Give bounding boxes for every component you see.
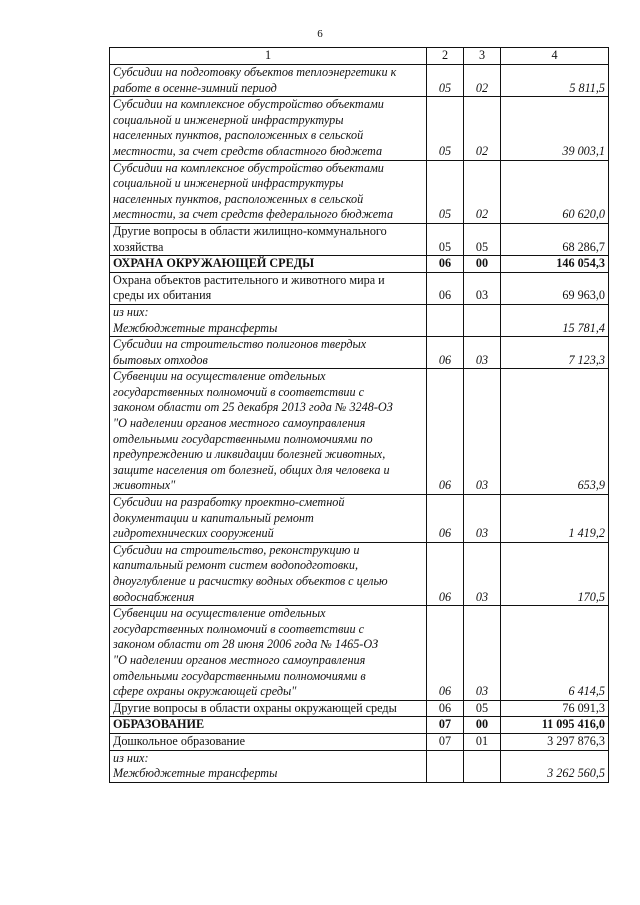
budget-table	[109, 47, 609, 783]
amount: 5 811,5	[501, 65, 609, 97]
description-line: местности, за счет средств федерального бюджета	[113, 207, 394, 222]
section-code: 05	[427, 223, 464, 255]
row-description	[110, 700, 427, 717]
row-description	[110, 369, 427, 495]
table-row	[110, 304, 609, 336]
row-description	[110, 337, 427, 369]
description-line: Межбюджетные трансферты	[113, 320, 278, 335]
description-line: из них:	[113, 750, 149, 765]
subsection-code: 02	[464, 160, 501, 223]
description-line: населенных пунктов, расположенных в сельской	[113, 191, 364, 206]
description-line: среды их обитания	[113, 288, 212, 303]
row-description	[110, 750, 427, 782]
amount: 146 054,3	[501, 256, 609, 273]
description-line: хозяйства	[113, 239, 164, 254]
section-code: 06	[427, 700, 464, 717]
section-code	[427, 304, 464, 336]
section-code: 06	[427, 542, 464, 605]
description-line: бытовых отходов	[113, 352, 208, 367]
description-line: Межбюджетные трансферты	[113, 766, 278, 781]
description-line: Субсидии на комплексное обустройство объектами	[113, 160, 384, 175]
table-row	[110, 65, 609, 97]
table-row	[110, 337, 609, 369]
section-code: 05	[427, 97, 464, 160]
description-line: документации и капитальный ремонт	[113, 510, 314, 525]
description-line: сфере охраны окружающей среды"	[113, 684, 297, 699]
description-line: "О наделении органов местного самоуправления	[113, 416, 366, 431]
section-code: 05	[427, 160, 464, 223]
table-row	[110, 700, 609, 717]
description-line: Субсидии на разработку проектно-сметной	[113, 495, 345, 510]
table-row	[110, 717, 609, 734]
amount: 69 963,0	[501, 272, 609, 304]
section-code: 06	[427, 256, 464, 273]
row-description	[110, 542, 427, 605]
page-number: 6	[317, 28, 323, 40]
subsection-code: 03	[464, 542, 501, 605]
subsection-code: 03	[464, 495, 501, 543]
description-line: государственных полномочий в соответствии с	[113, 621, 365, 636]
row-description	[110, 97, 427, 160]
description-line: гидротехнических сооружений	[113, 526, 274, 541]
description-line: защите населения от болезней, общих для человека и	[113, 462, 390, 477]
amount: 3 262 560,5	[501, 750, 609, 782]
table-row	[110, 272, 609, 304]
row-description	[110, 304, 427, 336]
description-line: социальной и инженерной инфраструктуры	[113, 176, 344, 191]
amount: 1 419,2	[501, 495, 609, 543]
table-row	[110, 223, 609, 255]
description-line: дноуглубление и расчистку водных объектов с целью	[113, 574, 388, 588]
section-code: 07	[427, 733, 464, 750]
description-line: из них:	[113, 304, 149, 319]
table-row	[110, 160, 609, 223]
subsection-code	[464, 304, 501, 336]
section-code: 06	[427, 495, 464, 543]
row-description	[110, 272, 427, 304]
table-row	[110, 369, 609, 495]
header-col-3: 3	[464, 48, 501, 65]
subsection-code: 03	[464, 606, 501, 701]
header-row	[110, 48, 609, 65]
description-line: Другие вопросы в области жилищно-коммунального	[113, 223, 387, 238]
section-code: 06	[427, 606, 464, 701]
subsection-code: 03	[464, 337, 501, 369]
row-description	[110, 160, 427, 223]
description-line: местности, за счет средств областного бюджета	[113, 143, 383, 158]
table-row	[110, 542, 609, 605]
header-col-1: 1	[110, 48, 427, 65]
description-line: законом области от 25 декабря 2013 года № 3248-ОЗ	[113, 400, 393, 415]
row-description	[110, 733, 427, 750]
section-code: 07	[427, 717, 464, 734]
description-line: Субсидии на подготовку объектов теплоэнергетики к	[113, 65, 397, 79]
amount: 3 297 876,3	[501, 733, 609, 750]
row-description	[110, 256, 427, 273]
section-code	[427, 750, 464, 782]
description-line: Охрана объектов растительного и животного мира и	[113, 272, 385, 287]
amount: 39 003,1	[501, 97, 609, 160]
description-line: предупреждению и ликвидации болезней животных,	[113, 447, 386, 462]
section-code: 06	[427, 272, 464, 304]
amount: 653,9	[501, 369, 609, 495]
table-row	[110, 750, 609, 782]
table-row	[110, 733, 609, 750]
subsection-code: 03	[464, 272, 501, 304]
amount: 7 123,3	[501, 337, 609, 369]
amount: 11 095 416,0	[501, 717, 609, 734]
subsection-code: 05	[464, 700, 501, 717]
description-line: Субсидии на строительство, реконструкцию и	[113, 542, 360, 557]
amount: 15 781,4	[501, 304, 609, 336]
subsection-code: 00	[464, 717, 501, 734]
description-line: ОБРАЗОВАНИЕ	[113, 717, 205, 732]
description-line: Субвенции на осуществление отдельных	[113, 369, 326, 384]
description-line: капитальный ремонт систем водоподготовки,	[113, 558, 359, 573]
description-line: отдельными государственными полномочиями по	[113, 431, 373, 446]
section-code: 06	[427, 337, 464, 369]
amount: 60 620,0	[501, 160, 609, 223]
table-row	[110, 97, 609, 160]
description-line: Субсидии на комплексное обустройство объектами	[113, 97, 384, 112]
description-line: "О наделении органов местного самоуправления	[113, 652, 366, 667]
amount: 170,5	[501, 542, 609, 605]
row-description	[110, 606, 427, 701]
description-line: водоснабжения	[113, 589, 195, 604]
description-line: законом области от 28 июня 2006 года № 1465-ОЗ	[113, 637, 379, 652]
description-line: Субсидии на строительство полигонов твердых	[113, 337, 367, 352]
row-description	[110, 717, 427, 734]
amount: 76 091,3	[501, 700, 609, 717]
header-col-4: 4	[501, 48, 609, 65]
section-code: 05	[427, 65, 464, 97]
subsection-code: 00	[464, 256, 501, 273]
description-line: животных"	[113, 478, 176, 493]
row-description	[110, 495, 427, 543]
section-code: 06	[427, 369, 464, 495]
subsection-code: 02	[464, 97, 501, 160]
description-line: Субвенции на осуществление отдельных	[113, 606, 326, 621]
description-line: Другие вопросы в области охраны окружающей среды	[113, 700, 397, 715]
description-line: ОХРАНА ОКРУЖАЮЩЕЙ СРЕДЫ	[113, 256, 315, 271]
subsection-code: 01	[464, 733, 501, 750]
description-line: отдельными государственными полномочиями в	[113, 668, 366, 683]
description-line: государственных полномочий в соответствии с	[113, 384, 365, 399]
description-line: социальной и инженерной инфраструктуры	[113, 112, 344, 127]
table-row	[110, 606, 609, 701]
table-row	[110, 256, 609, 273]
subsection-code: 03	[464, 369, 501, 495]
amount: 68 286,7	[501, 223, 609, 255]
description-line: работе в осенне-зимний период	[113, 80, 277, 95]
subsection-code: 02	[464, 65, 501, 97]
row-description	[110, 223, 427, 255]
table-row	[110, 495, 609, 543]
description-line: Дошкольное образование	[113, 733, 245, 748]
subsection-code	[464, 750, 501, 782]
amount: 6 414,5	[501, 606, 609, 701]
row-description	[110, 65, 427, 97]
subsection-code: 05	[464, 223, 501, 255]
description-line: населенных пунктов, расположенных в сельской	[113, 128, 364, 143]
header-col-2: 2	[427, 48, 464, 65]
